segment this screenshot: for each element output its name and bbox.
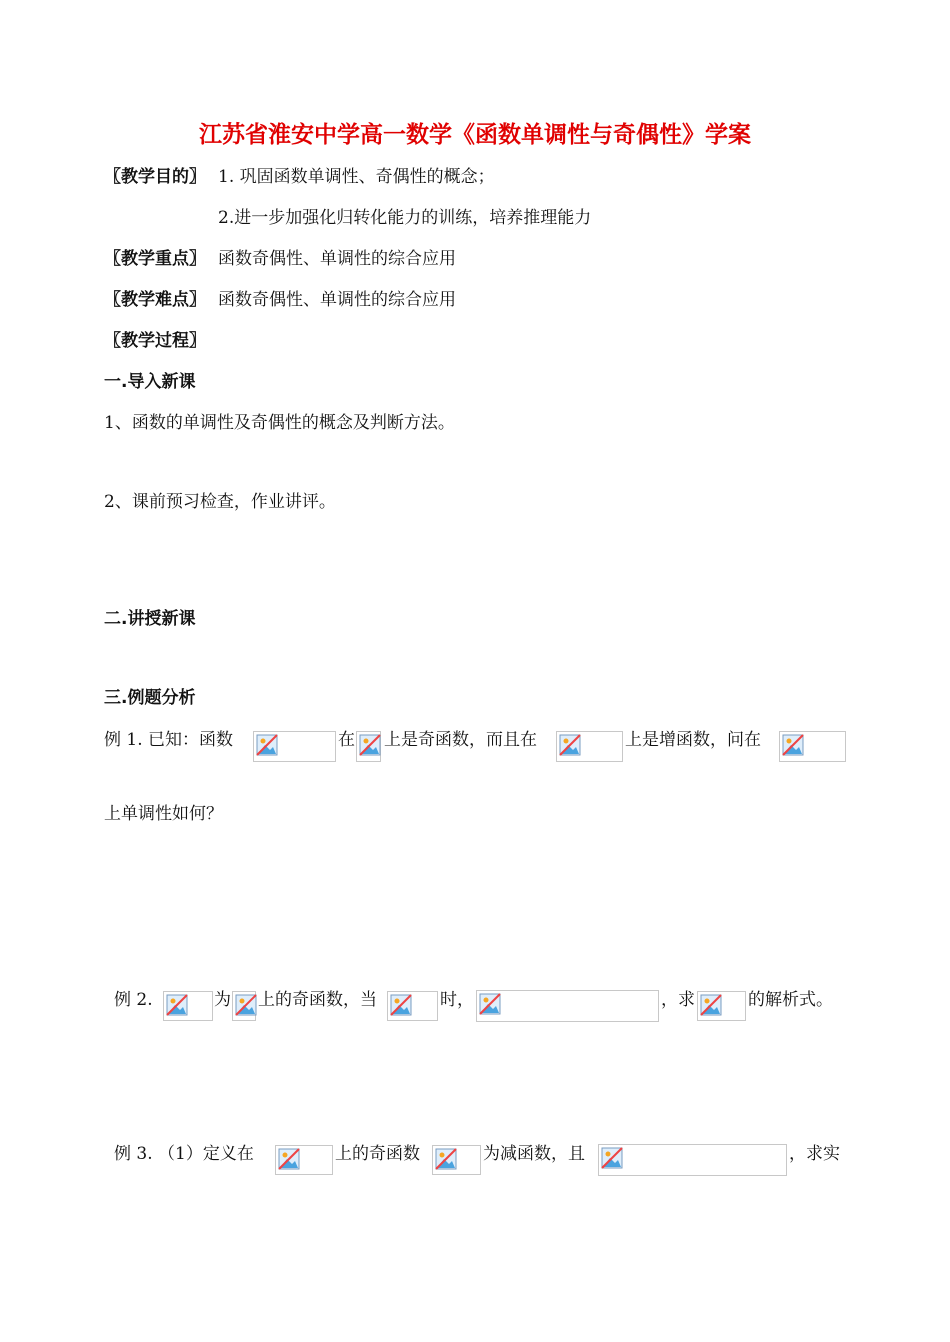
formula-image (779, 731, 846, 762)
example-2-text: 时， (440, 990, 474, 1010)
section-1-item-1: 1、函数的单调性及奇偶性的概念及判断方法。 (104, 413, 455, 433)
example-3-prefix: 例 3. （1）定义在 (114, 1144, 254, 1164)
example-3-text: 上的奇函数 (335, 1144, 420, 1164)
formula-image (598, 1144, 787, 1176)
broken-image-icon (559, 734, 581, 756)
formula-image (387, 991, 438, 1021)
example-2-text: ，求 (661, 990, 695, 1010)
example-2-prefix: 例 2. (114, 990, 153, 1010)
example-3-text: 为减函数，且 (483, 1144, 585, 1164)
broken-image-icon (601, 1147, 623, 1169)
objectives-label: 〖教学目的〗 (104, 167, 206, 187)
example-1-line-2: 上单调性如何？ (104, 804, 223, 824)
section-3-heading: 三.例题分析 (104, 688, 196, 708)
formula-image (275, 1145, 333, 1175)
broken-image-icon (390, 994, 412, 1016)
broken-image-icon (782, 734, 804, 756)
example-1-text: 在 (338, 730, 355, 750)
formula-image (697, 991, 746, 1021)
broken-image-icon (359, 734, 381, 756)
broken-image-icon (256, 734, 278, 756)
example-2-text: 的解析式。 (748, 990, 833, 1010)
difficulties-label: 〖教学难点〗 (104, 290, 206, 310)
key-points-text: 函数奇偶性、单调性的综合应用 (218, 249, 456, 269)
example-1-prefix: 例 1. 已知：函数 (104, 730, 234, 750)
key-points-label: 〖教学重点〗 (104, 249, 206, 269)
section-1-heading: 一.导入新课 (104, 372, 196, 392)
example-2-text: 为 (214, 990, 231, 1010)
broken-image-icon (479, 993, 501, 1015)
difficulties-text: 函数奇偶性、单调性的综合应用 (218, 290, 456, 310)
formula-image (163, 991, 213, 1021)
example-3-text: ，求实 (789, 1144, 840, 1164)
formula-image (476, 990, 659, 1022)
formula-image (556, 731, 623, 762)
broken-image-icon (166, 994, 188, 1016)
formula-image (356, 731, 381, 762)
process-label: 〖教学过程〗 (104, 331, 206, 351)
formula-image (253, 731, 336, 762)
example-1-text: 上是增函数，问在 (625, 730, 761, 750)
broken-image-icon (700, 994, 722, 1016)
broken-image-icon (278, 1148, 300, 1170)
objectives-item-2: 2.进一步加强化归转化能力的训练，培养推理能力 (218, 208, 592, 228)
broken-image-icon (435, 1148, 457, 1170)
example-1-text: 上是奇函数，而且在 (384, 730, 537, 750)
document-title: 江苏省淮安中学高一数学《函数单调性与奇偶性》学案 (199, 122, 751, 148)
example-2-text: 上的奇函数，当 (258, 990, 377, 1010)
broken-image-icon (235, 994, 257, 1016)
section-2-heading: 二.讲授新课 (104, 609, 196, 629)
formula-image (232, 991, 256, 1021)
objectives-item-1: 1. 巩固函数单调性、奇偶性的概念； (218, 167, 495, 187)
formula-image (432, 1145, 481, 1175)
section-1-item-2: 2、课前预习检查，作业讲评。 (104, 492, 336, 512)
